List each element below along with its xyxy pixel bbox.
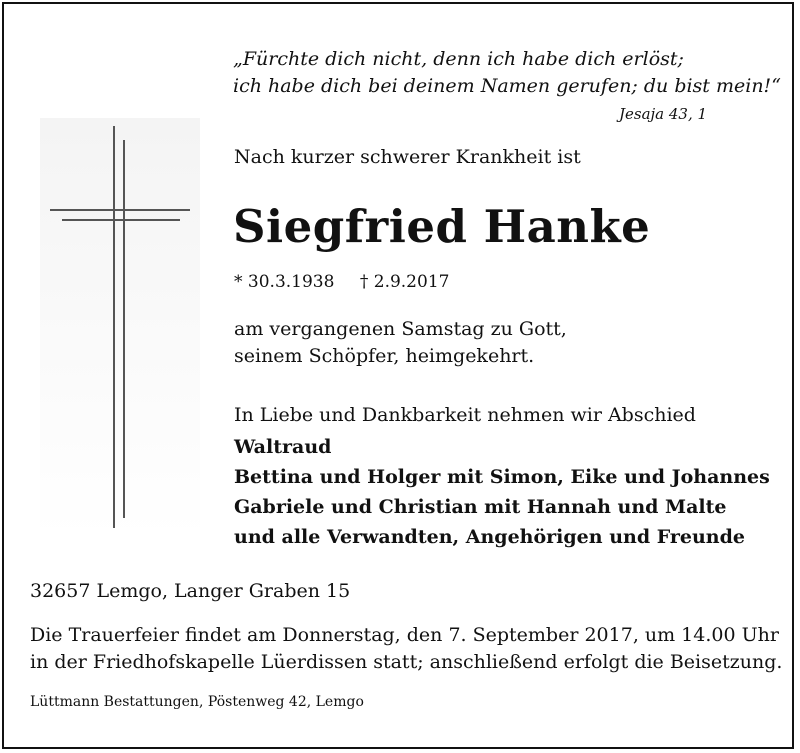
- service-line: in der Friedhofskapelle Lüerdissen statt; anschließend erfolgt die Beisetzung.: [30, 651, 783, 673]
- undertaker-info: Lüttmann Bestattungen, Pöstenweg 42, Lemgo: [30, 694, 364, 710]
- death-date: † 2.9.2017: [359, 272, 450, 292]
- family-member: Gabriele und Christian mit Hannah und Malte: [234, 496, 727, 518]
- funeral-service-info: [30, 622, 782, 676]
- family-member: Bettina und Holger mit Simon, Eike und Johannes: [234, 466, 770, 488]
- passing-line: seinem Schöpfer, heimgekehrt.: [234, 345, 535, 367]
- life-dates: [234, 272, 449, 292]
- quote-source: Jesaja 43, 1: [619, 105, 708, 123]
- deceased-name: Siegfried Hanke: [233, 200, 651, 253]
- family-list: [234, 432, 770, 552]
- family-member: und alle Verwandten, Angehörigen und Freunde: [234, 526, 745, 548]
- service-line: Die Trauerfeier findet am Donnerstag, den 7. September 2017, um 14.00 Uhr: [30, 624, 779, 646]
- family-address: 32657 Lemgo, Langer Graben 15: [30, 580, 351, 602]
- farewell-text: In Liebe und Dankbarkeit nehmen wir Abschied: [234, 404, 696, 426]
- quote-line: „Fürchte dich nicht, denn ich habe dich erlöst;: [233, 48, 684, 70]
- passing-text: [234, 316, 567, 370]
- quote-line: ich habe dich bei deinem Namen gerufen; du bist mein!“: [233, 75, 781, 97]
- passing-line: am vergangenen Samstag zu Gott,: [234, 318, 567, 340]
- bible-quote: [233, 46, 781, 100]
- cross-icon: [40, 118, 200, 538]
- family-member: Waltraud: [234, 436, 332, 458]
- intro-text: Nach kurzer schwerer Krankheit ist: [234, 146, 581, 168]
- birth-date: * 30.3.1938: [234, 272, 335, 292]
